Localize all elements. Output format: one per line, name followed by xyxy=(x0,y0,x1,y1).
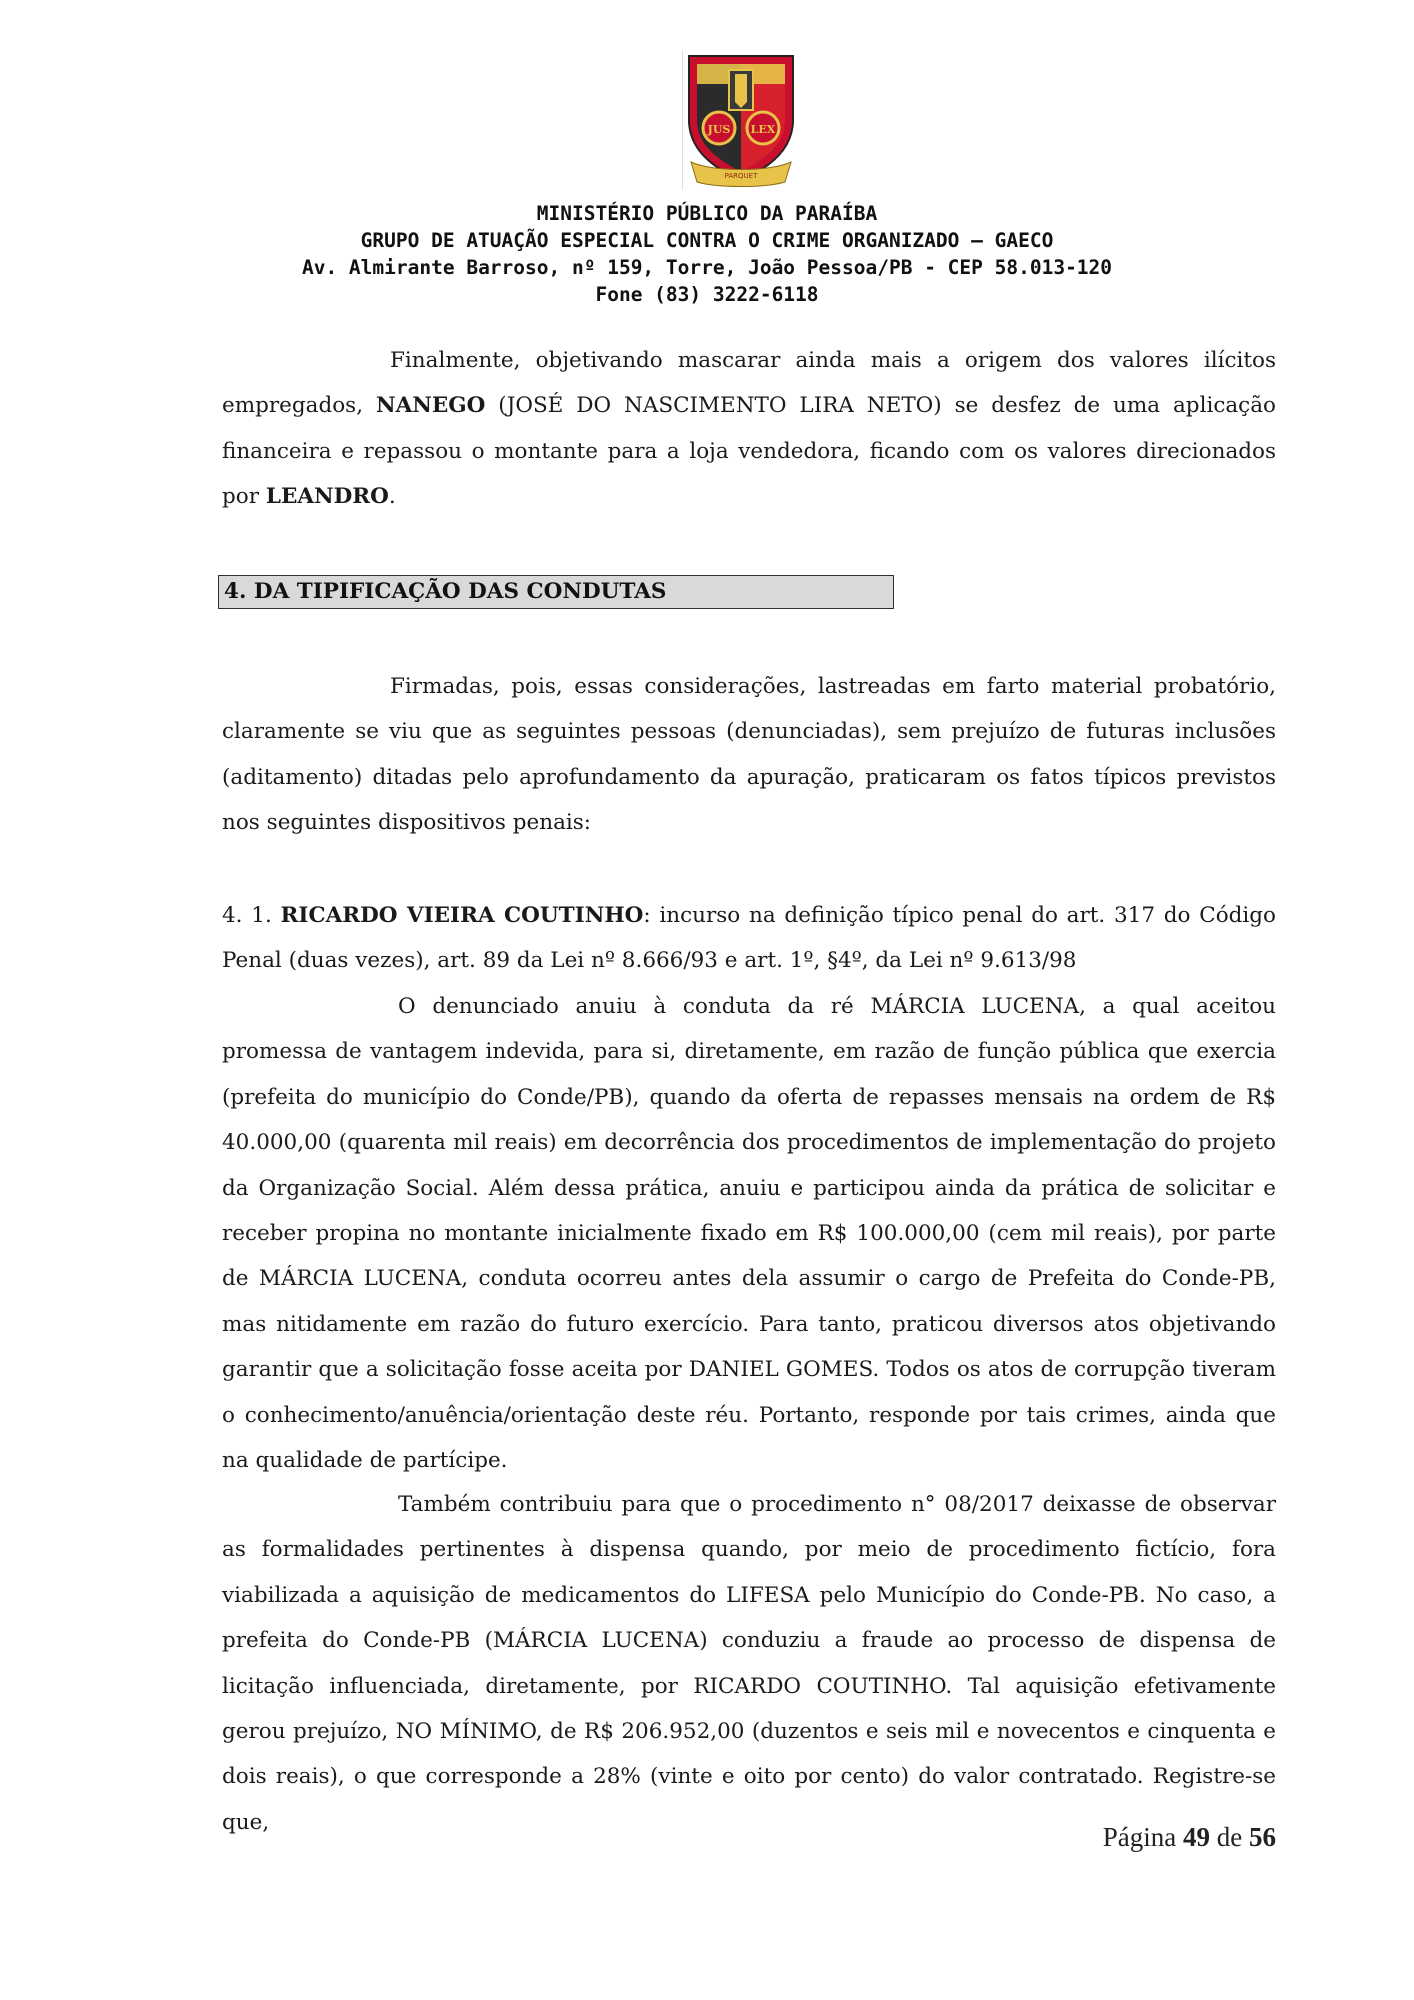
svg-text:LEX: LEX xyxy=(750,123,776,136)
name-leandro: LEANDRO xyxy=(265,484,389,510)
name-ricardo: RICARDO VIEIRA COUTINHO xyxy=(280,903,644,928)
document-header xyxy=(0,200,1414,308)
paragraph-1: Finalmente, objetivando mascarar ainda mais a origem dos valores ilícitos empregados, NANEGO (JOSÉ DO NASCIMENTO LIRA NETO) se desfez de uma aplicação financeira e repassou o montante para a loja vendedora, ficando com os valores direcionados por LEANDRO. xyxy=(222,348,1276,510)
page-number: Página 49 de 56 xyxy=(1102,1822,1276,1852)
section-title: 4. DA TIPIFICAÇÃO DAS CONDUTAS xyxy=(218,575,894,609)
header-phone: Fone (83) 3222-6118 xyxy=(595,283,819,306)
institution-crest-icon xyxy=(681,50,801,190)
paragraph-3: 4. 1. RICARDO VIEIRA COUTINHO: incurso na definição típico penal do art. 317 do Código Penal (duas vezes), art. 89 da Lei nº 8.666/93 e art. 1º, §4º, da Lei nº 9.613/98 xyxy=(222,903,1276,974)
svg-text:JUS: JUS xyxy=(707,123,731,136)
name-nanego: NANEGO xyxy=(375,393,486,419)
paragraph-2: Firmadas, pois, essas considerações, lastreadas em farto material probatório, claramente se viu que as seguintes pessoas (denunciadas), sem prejuízo de futuras inclusões (aditamento) ditadas pelo aprofundamento da apuração, praticaram os fatos típicos previstos nos seguintes dispositivos penais: xyxy=(222,674,1276,836)
header-institution: MINISTÉRIO PÚBLICO DA PARAÍBA xyxy=(536,202,878,225)
svg-text:PARQUET: PARQUET xyxy=(724,172,758,180)
paragraph-4: O denunciado anuiu à conduta da ré MÁRCIA LUCENA, a qual aceitou promessa de vantagem indevida, para si, diretamente, em razão de função pública que exercia (prefeita do município do Conde/PB), quando da oferta de repasses mensais na ordem de R$ 40.000,00 (quarenta mil reais) em decorrência dos procedimentos de implementação do projeto da Organização Social. Além dessa prática, anuiu e participou ainda da prática de solicitar e receber propina no montante inicialmente fixado em R$ 100.000,00 (cem mil reais), por parte de MÁRCIA LUCENA, conduta ocorreu antes dela assumir o cargo de Prefeita do Conde-PB, mas nitidamente em razão do futuro exercício. Para tanto, praticou diversos atos objetivando garantir que a solicitação fosse aceita por DANIEL GOMES. Todos os atos de corrupção tiveram o conhecimento/anuência/orientação deste réu. Portanto, responde por tais crimes, ainda que na qualidade de partícipe. xyxy=(222,994,1276,1474)
paragraph-5: Também contribuiu para que o procedimento n° 08/2017 deixasse de observar as formalidades pertinentes à dispensa quando, por meio de procedimento fictício, fora viabilizada a aquisição de medicamentos do LIFESA pelo Município do Conde-PB. No caso, a prefeita do Conde-PB (MÁRCIA LUCENA) conduziu a fraude ao processo de dispensa de licitação influenciada, diretamente, por RICARDO COUTINHO. Tal aquisição efetivamente gerou prejuízo, NO MÍNIMO, de R$ 206.952,00 (duzentos e seis mil e novecentos e cinquenta e dois reais), o que corresponde a 28% (vinte e oito por cento) do valor contratado. Registre-se que, xyxy=(222,1492,1276,1835)
header-group: GRUPO DE ATUAÇÃO ESPECIAL CONTRA O CRIME ORGANIZADO – GAECO xyxy=(360,229,1054,252)
header-address: Av. Almirante Barroso, nº 159, Torre, João Pessoa/PB - CEP 58.013-120 xyxy=(301,256,1113,279)
